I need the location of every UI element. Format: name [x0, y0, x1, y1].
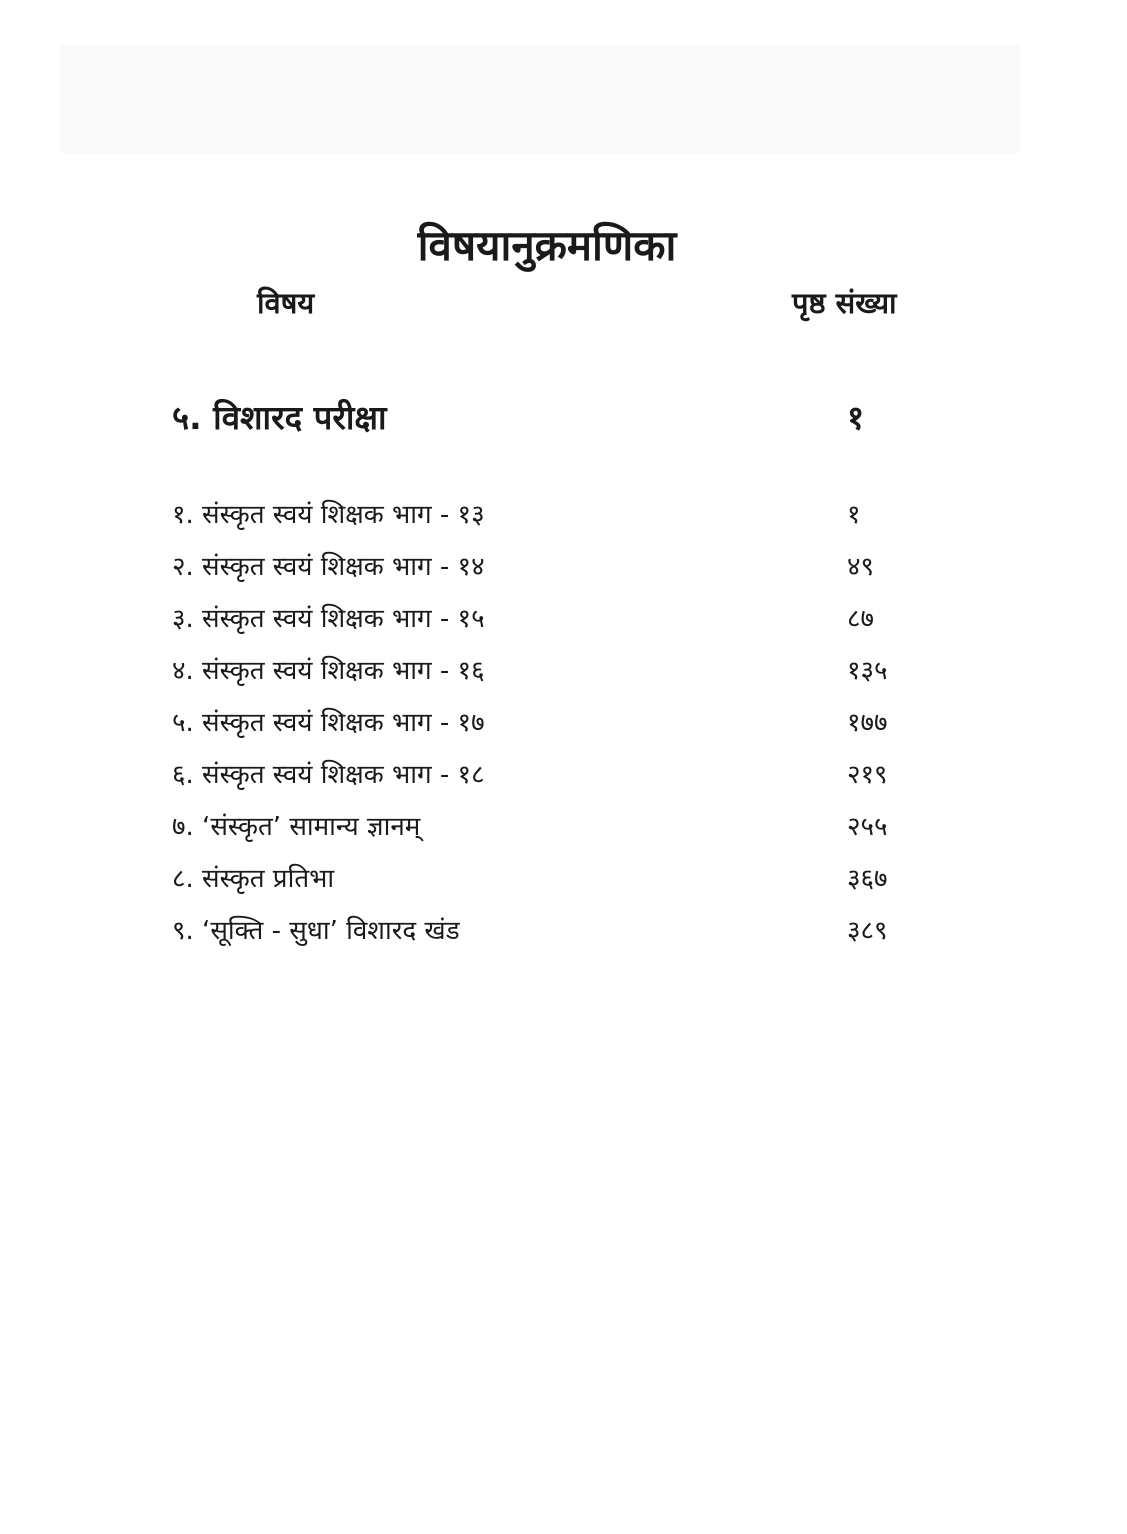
toc-entry [172, 859, 932, 911]
toc-entry-label: ८. संस्कृत प्रतिभा [172, 864, 335, 894]
section-title: ५. विशारद परीक्षा [172, 398, 387, 437]
toc-entry-page: १७७ [847, 708, 888, 738]
toc-entry-page: १३५ [847, 656, 888, 686]
toc-entry-page: २५५ [847, 812, 888, 842]
toc-entry-page: ३८९ [847, 916, 888, 946]
toc-entry [172, 495, 932, 547]
page-title: विषयानुक्रमणिका [417, 221, 677, 270]
toc-entry [172, 807, 932, 859]
header-band [60, 45, 1020, 153]
toc-entry-page: ४९ [847, 552, 875, 582]
toc-entry-page: ३६७ [847, 864, 888, 894]
toc-entry-page: २१९ [847, 760, 888, 790]
toc-entry [172, 755, 932, 807]
toc-entry-list [172, 495, 932, 963]
toc-entry [172, 911, 932, 963]
toc-entry [172, 703, 932, 755]
toc-entry [172, 651, 932, 703]
toc-entry-label: ६. संस्कृत स्वयं शिक्षक भाग - १८ [172, 760, 485, 790]
toc-entry-label: ७. ‘संस्कृत’ सामान्य ज्ञानम् [172, 812, 421, 842]
toc-entry [172, 547, 932, 599]
toc-entry-label: ९. ‘सूक्ति - सुधा’ विशारद खंड [172, 916, 460, 946]
section-heading-row [172, 395, 932, 441]
toc-entry-page: १ [847, 500, 861, 530]
toc-entry-label: ४. संस्कृत स्वयं शिक्षक भाग - १६ [172, 656, 485, 686]
toc-entry-label: ३. संस्कृत स्वयं शिक्षक भाग - १५ [172, 604, 485, 634]
toc-entry-label: ५. संस्कृत स्वयं शिक्षक भाग - १७ [172, 708, 485, 738]
section-page-number: १ [847, 398, 865, 437]
toc-entry [172, 599, 932, 651]
column-header-subject: विषय [257, 286, 315, 320]
toc-entry-label: २. संस्कृत स्वयं शिक्षक भाग - १४ [172, 552, 485, 582]
column-header-page: पृष्ठ संख्या [792, 286, 897, 320]
toc-entry-page: ८७ [847, 604, 875, 634]
toc-entry-label: १. संस्कृत स्वयं शिक्षक भाग - १३ [172, 500, 485, 530]
